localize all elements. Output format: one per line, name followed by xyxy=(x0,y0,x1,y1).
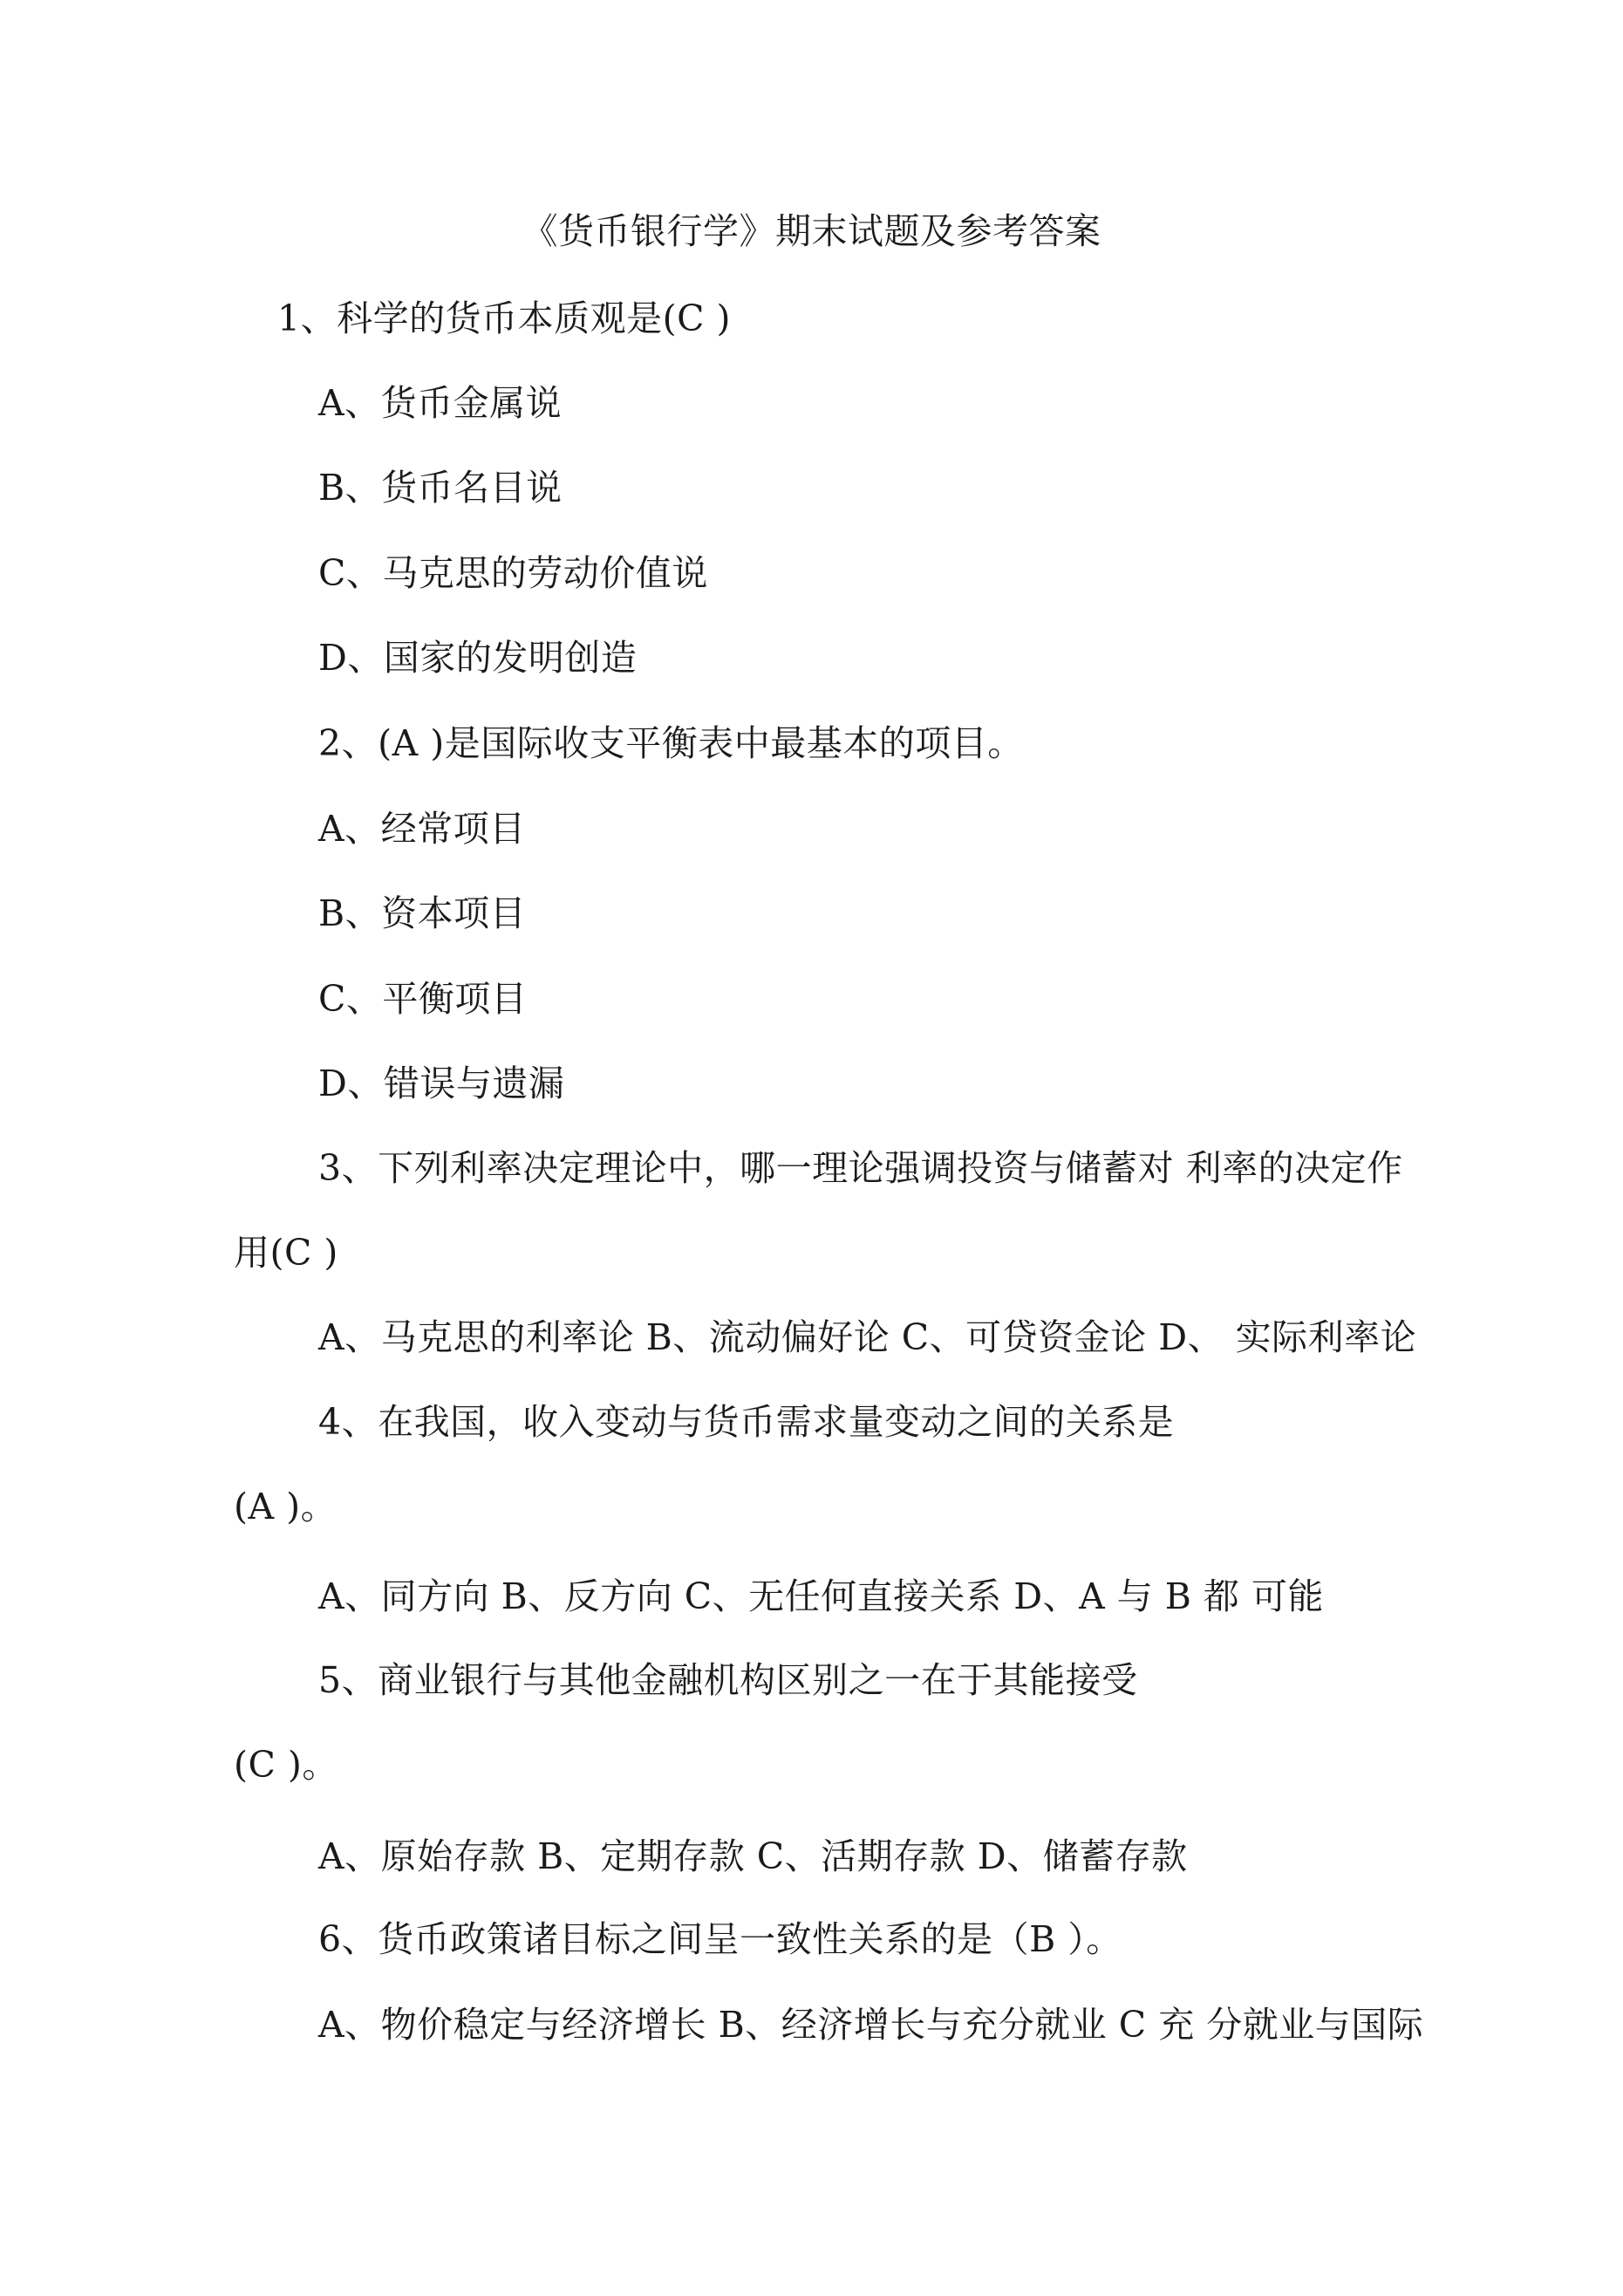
option-2c: C、平衡项目 xyxy=(318,978,528,1020)
option-1c: C、马克思的劳动价值说 xyxy=(318,552,708,594)
question-2: 2、(A )是国际收支平衡表中最基本的项目。 xyxy=(318,722,1024,764)
question-1: 1、科学的货币本质观是(C ) xyxy=(277,297,731,339)
option-1d: D、国家的发明创造 xyxy=(318,637,638,679)
document-title: 《货币银行学》期末试题及参考答案 xyxy=(522,210,1101,252)
options-4: A、同方向 B、反方向 C、无任何直接关系 D、A 与 B 都 可能 xyxy=(318,1575,1324,1617)
option-2a: A、经常项目 xyxy=(318,808,526,850)
question-5: 5、商业银行与其他金融机构区别之一在于其能接受 xyxy=(318,1659,1138,1701)
question-3-continued: 用(C ) xyxy=(234,1232,338,1274)
option-1b: B、货币名目说 xyxy=(318,467,563,509)
options-5: A、原始存款 B、定期存款 C、活期存款 D、储蓄存款 xyxy=(318,1835,1188,1877)
option-2b: B、资本项目 xyxy=(318,892,527,934)
question-4: 4、在我国，收入变动与货币需求量变动之间的关系是 xyxy=(318,1401,1175,1443)
question-6: 6、货币政策诸目标之间呈一致性关系的是（B ）。 xyxy=(318,1918,1122,1960)
options-6: A、物价稳定与经济增长 B、经济增长与充分就业 C 充 分就业与国际 xyxy=(318,2004,1424,2046)
option-1a: A、货币金属说 xyxy=(318,382,563,424)
question-5-continued: (C )。 xyxy=(234,1744,338,1786)
question-4-continued: (A )。 xyxy=(234,1486,338,1527)
question-3: 3、下列利率决定理论中，哪一理论强调投资与储蓄对 利率的决定作 xyxy=(318,1147,1403,1189)
options-3: A、马克思的利率论 B、流动偏好论 C、可贷资金论 D、 实际利率论 xyxy=(318,1316,1417,1358)
option-2d: D、错误与遗漏 xyxy=(318,1063,565,1104)
